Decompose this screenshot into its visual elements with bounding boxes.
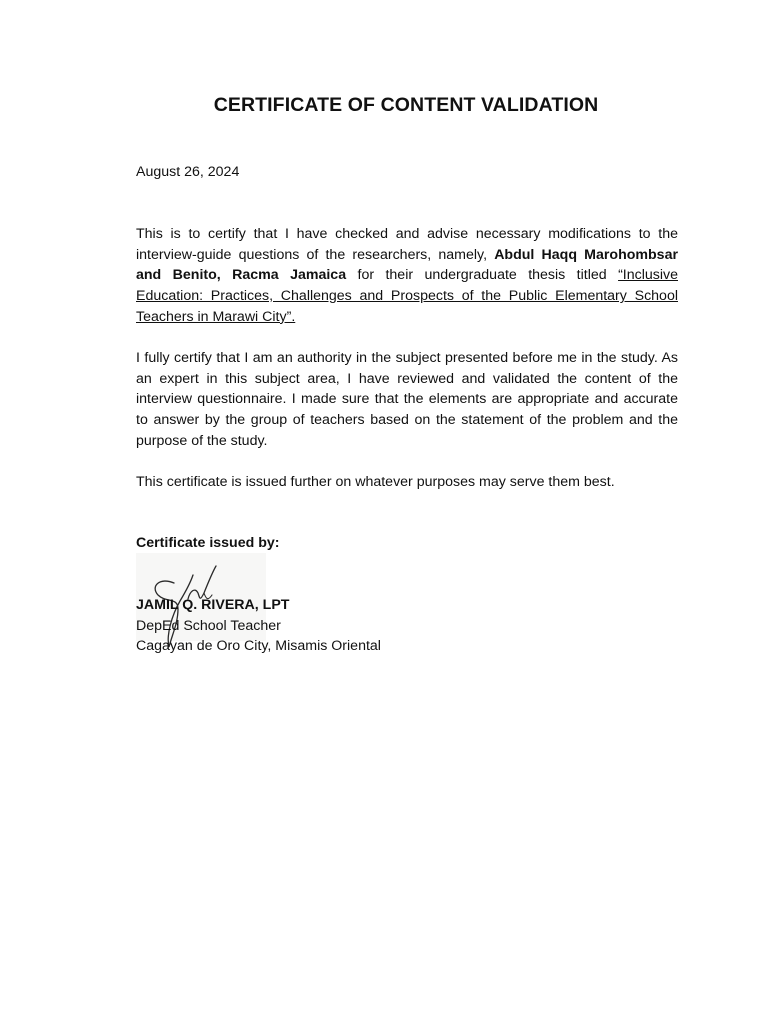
certificate-date: August 26, 2024: [136, 164, 240, 180]
certification-paragraph: [136, 224, 678, 328]
researcher-names: Abdul Haqq Marohombsar and Benito, Racma Jamaica: [136, 246, 678, 284]
signer-name: JAMIL Q. RIVERA, LPT: [136, 597, 290, 613]
signer-location: Cagayan de Oro City, Misamis Oriental: [136, 638, 381, 655]
paragraph-middle-text: for their undergraduate thesis titled: [346, 267, 619, 284]
authority-paragraph: I fully certify that I am an authority in the subject presented before me in the study. As an expert in this subject area, I have reviewed and validated the content of the interview questionnaire. I made sure that the elements are appropriate and accurate to answer by the group of teachers based on the statement of the problem and the purpose of the study.: [136, 350, 678, 449]
signer-block: [136, 595, 678, 657]
signer-position: DepEd School Teacher: [136, 617, 281, 634]
document-title: CERTIFICATE OF CONTENT VALIDATION: [213, 94, 599, 116]
purpose-paragraph: This certificate is issued further on whatever purposes may serve them best.: [136, 474, 615, 490]
issued-by-label: Certificate issued by:: [136, 535, 280, 551]
thesis-title: “Inclusive Education: Practices, Challenges and Prospects of the Public Elementary School Teachers in Marawi City”.: [136, 267, 678, 325]
paragraph-intro-text: This is to certify that I have checked and advise necessary modifications to the interview-guide questions of the researchers, namely,: [136, 226, 678, 263]
